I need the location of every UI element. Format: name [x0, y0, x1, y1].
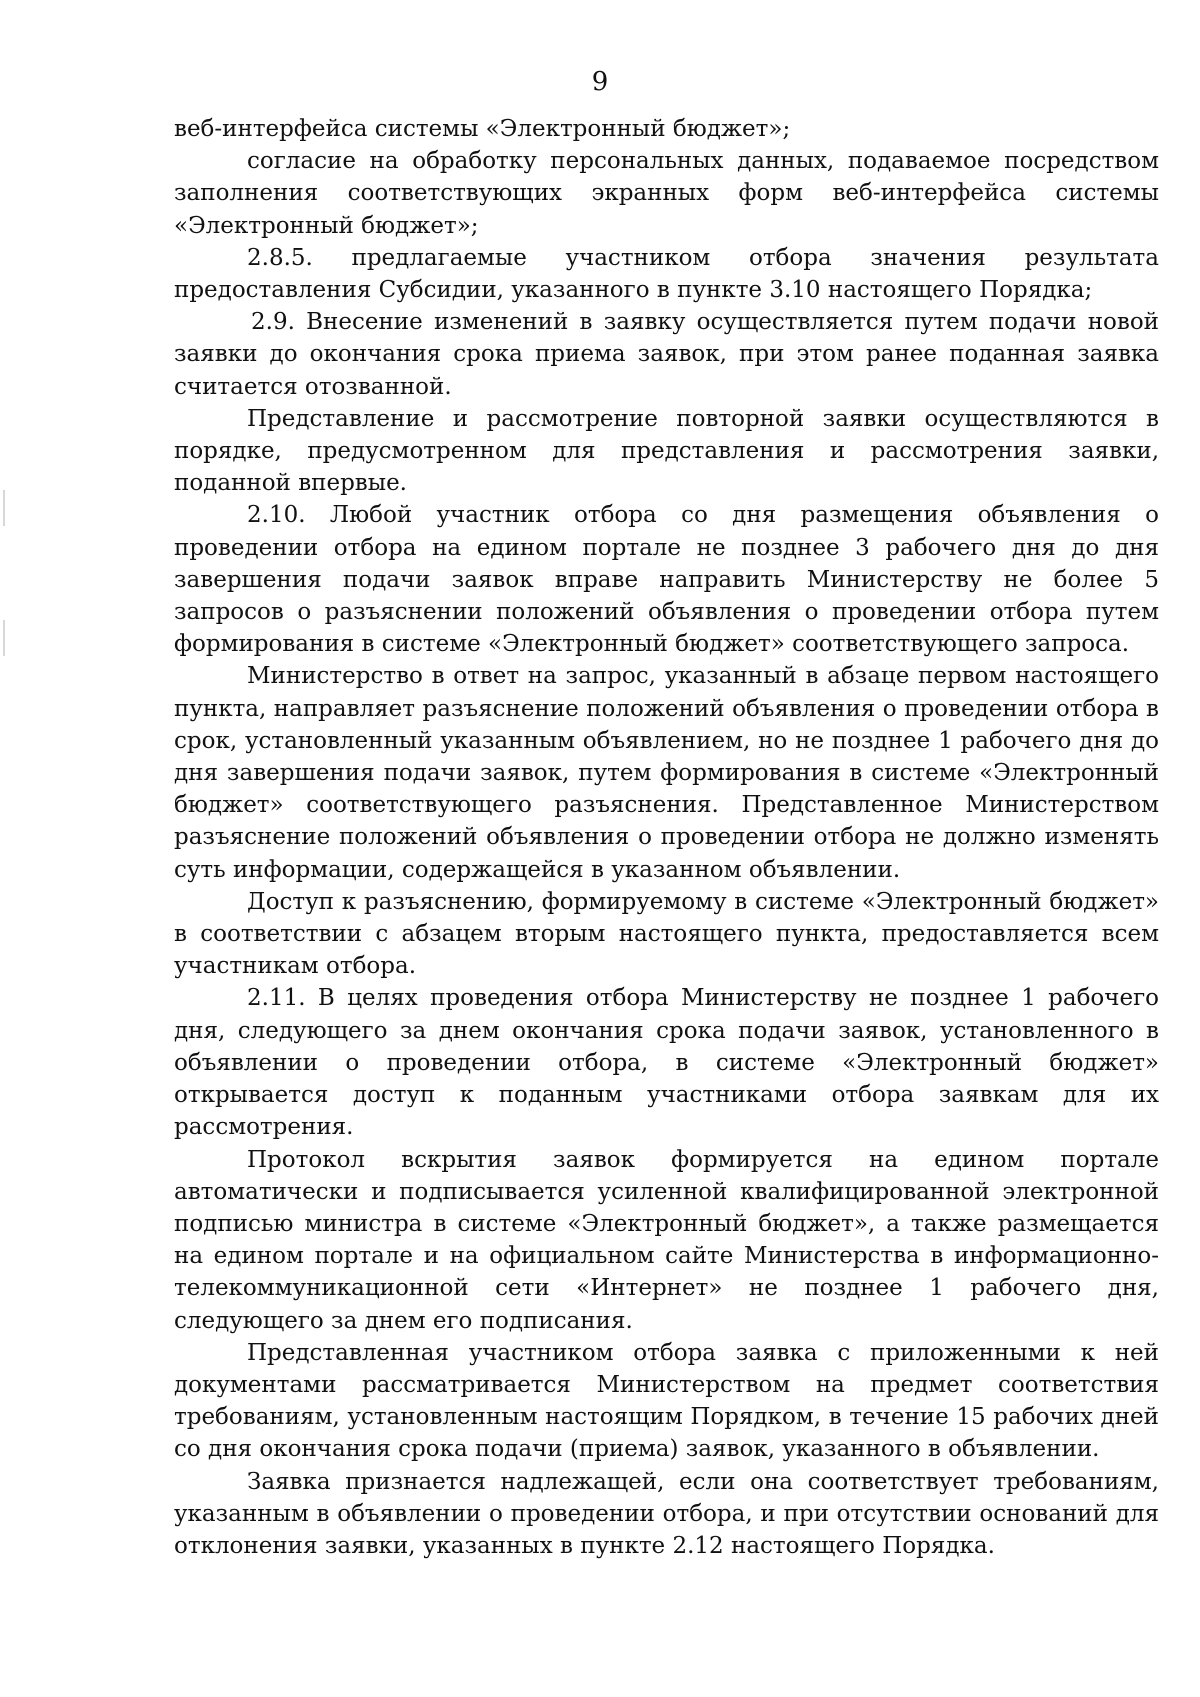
- paragraph-1: веб-интерфейса системы «Электронный бюджет»;: [174, 116, 791, 142]
- paragraph-8: Доступ к разъяснению, формируемому в системе «Электронный бюджет» в соответствии с абзацем вторым настоящего пункта, предоставляется всем участникам отбора.: [174, 888, 1159, 980]
- paragraph-12: Заявка признается надлежащей, если она соответствует требованиям, указанным в объявлении о проведении отбора, и при отсутствии оснований для отклонения заявки, указанных в пункте 2.12 настоящего Порядка.: [174, 1468, 1159, 1559]
- scan-edge-mark: [3, 490, 5, 526]
- paragraph-6: 2.10. Любой участник отбора со дня размещения объявления о проведении отбора на едином портале не позднее 3 рабочего дня до дня завершения подачи заявок вправе направить Министерству не более 5 запросов о разъяснении положений объявления о проведении отбора путем формирования в системе «Электронный бюджет» соответствующего запроса.: [174, 502, 1159, 658]
- scan-edge-mark: [3, 620, 5, 656]
- paragraph-2: согласие на обработку персональных данных, подаваемое посредством заполнения соответствующих экранных форм веб-интерфейса системы «Электронный бюджет»;: [174, 148, 1159, 239]
- paragraph-3: 2.8.5. предлагаемые участником отбора значения результата предоставления Субсидии, указанного в пункте 3.10 настоящего Порядка;: [174, 244, 1159, 304]
- paragraph-9: 2.11. В целях проведения отбора Министерству не позднее 1 рабочего дня, следующего за днем окончания срока подачи заявок, установленного в объявлении о проведении отбора, в системе «Электронный бюджет» открывается доступ к поданным участниками отбора заявкам для их рассмотрения.: [174, 985, 1159, 1141]
- page-number: 9: [591, 67, 609, 97]
- document-body: [174, 113, 1159, 1562]
- paragraph-4: 2.9. Внесение изменений в заявку осуществляется путем подачи новой заявки до окончания срока приема заявок, при этом ранее поданная заявка считается отозванной.: [174, 309, 1159, 400]
- paragraph-5: Представление и рассмотрение повторной заявки осуществляются в порядке, предусмотренном для представления и рассмотрения заявки, поданной впервые.: [174, 405, 1159, 497]
- paragraph-7: Министерство в ответ на запрос, указанный в абзаце первом настоящего пункта, направляет разъяснение положений объявления о проведении отбора в срок, установленный указанным объявлением, но не позднее 1 рабочего дня до дня завершения подачи заявок, путем формирования в системе «Электронный бюджет» соответствующего разъяснения. Представленное Министерством разъяснение положений объявления о проведении отбора не должно изменять суть информации, содержащейся в указанном объявлении.: [174, 663, 1159, 883]
- paragraph-10: Протокол вскрытия заявок формируется на едином портале автоматически и подписывается усиленной квалифицированной электронной подписью министра в системе «Электронный бюджет», а также размещается на едином портале и на официальном сайте Министерства в информационно-телекоммуникационной сети «Интернет» не позднее 1 рабочего дня, следующего за днем его подписания.: [174, 1146, 1159, 1334]
- paragraph-11: Представленная участником отбора заявка с приложенными к ней документами рассматривается Министерством на предмет соответствия требованиям, установленным настоящим Порядком, в течение 15 рабочих дней со дня окончания срока подачи (приема) заявок, указанного в объявлении.: [174, 1339, 1159, 1463]
